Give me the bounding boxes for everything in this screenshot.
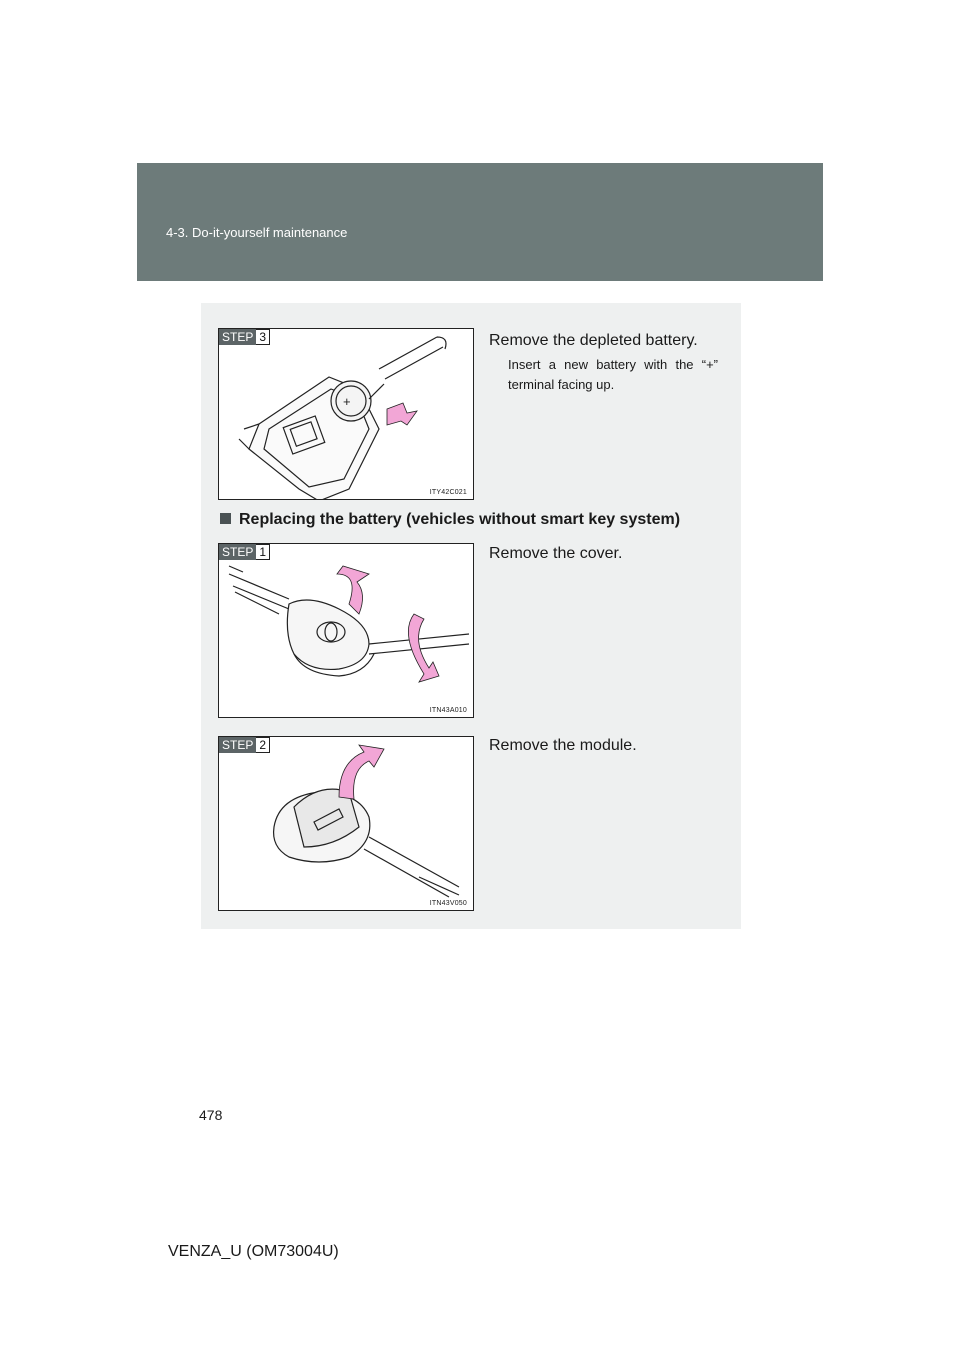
header-band [137,163,823,281]
step-label: STEP [219,544,256,560]
manual-id: VENZA_U (OM73004U) [168,1243,339,1260]
subheading-text: Replacing the battery (vehicles without smart key system) [239,511,681,528]
figure-step-1 [218,543,474,718]
figure-code: ITN43A010 [429,707,467,714]
key-battery-illustration [219,329,474,500]
page-number: 478 [199,1107,223,1123]
step-number: 1 [256,544,270,560]
figure-step-2 [218,736,474,911]
figure-step-3 [218,328,474,500]
step-badge [219,737,270,753]
step-label: STEP [219,329,256,345]
step-number: 3 [256,329,270,345]
section-title: 4-3. Do-it-yourself maintenance [166,225,348,240]
pry-arrow-icon [387,403,417,425]
step-2-instruction: Remove the module. [489,737,637,754]
step-1-instruction: Remove the cover. [489,545,623,562]
figure-code: ITY42C021 [429,489,467,496]
lift-arrow-icon [339,745,384,799]
lift-arrow-icon [337,566,369,614]
step-3-instruction: Remove the depleted battery. [489,332,698,349]
key-cover-illustration [219,544,474,718]
step-badge [219,544,270,560]
step-3-note: Insert a new battery with the “+” terminal facing up. [508,357,718,392]
step-badge [219,329,270,345]
square-bullet-icon [220,513,231,524]
section-subheading [220,511,680,529]
step-number: 2 [256,737,270,753]
content-panel [201,303,741,929]
step-label: STEP [219,737,256,753]
figure-code: ITN43V050 [429,900,467,907]
plus-mark: + [343,394,351,409]
key-module-illustration [219,737,474,911]
